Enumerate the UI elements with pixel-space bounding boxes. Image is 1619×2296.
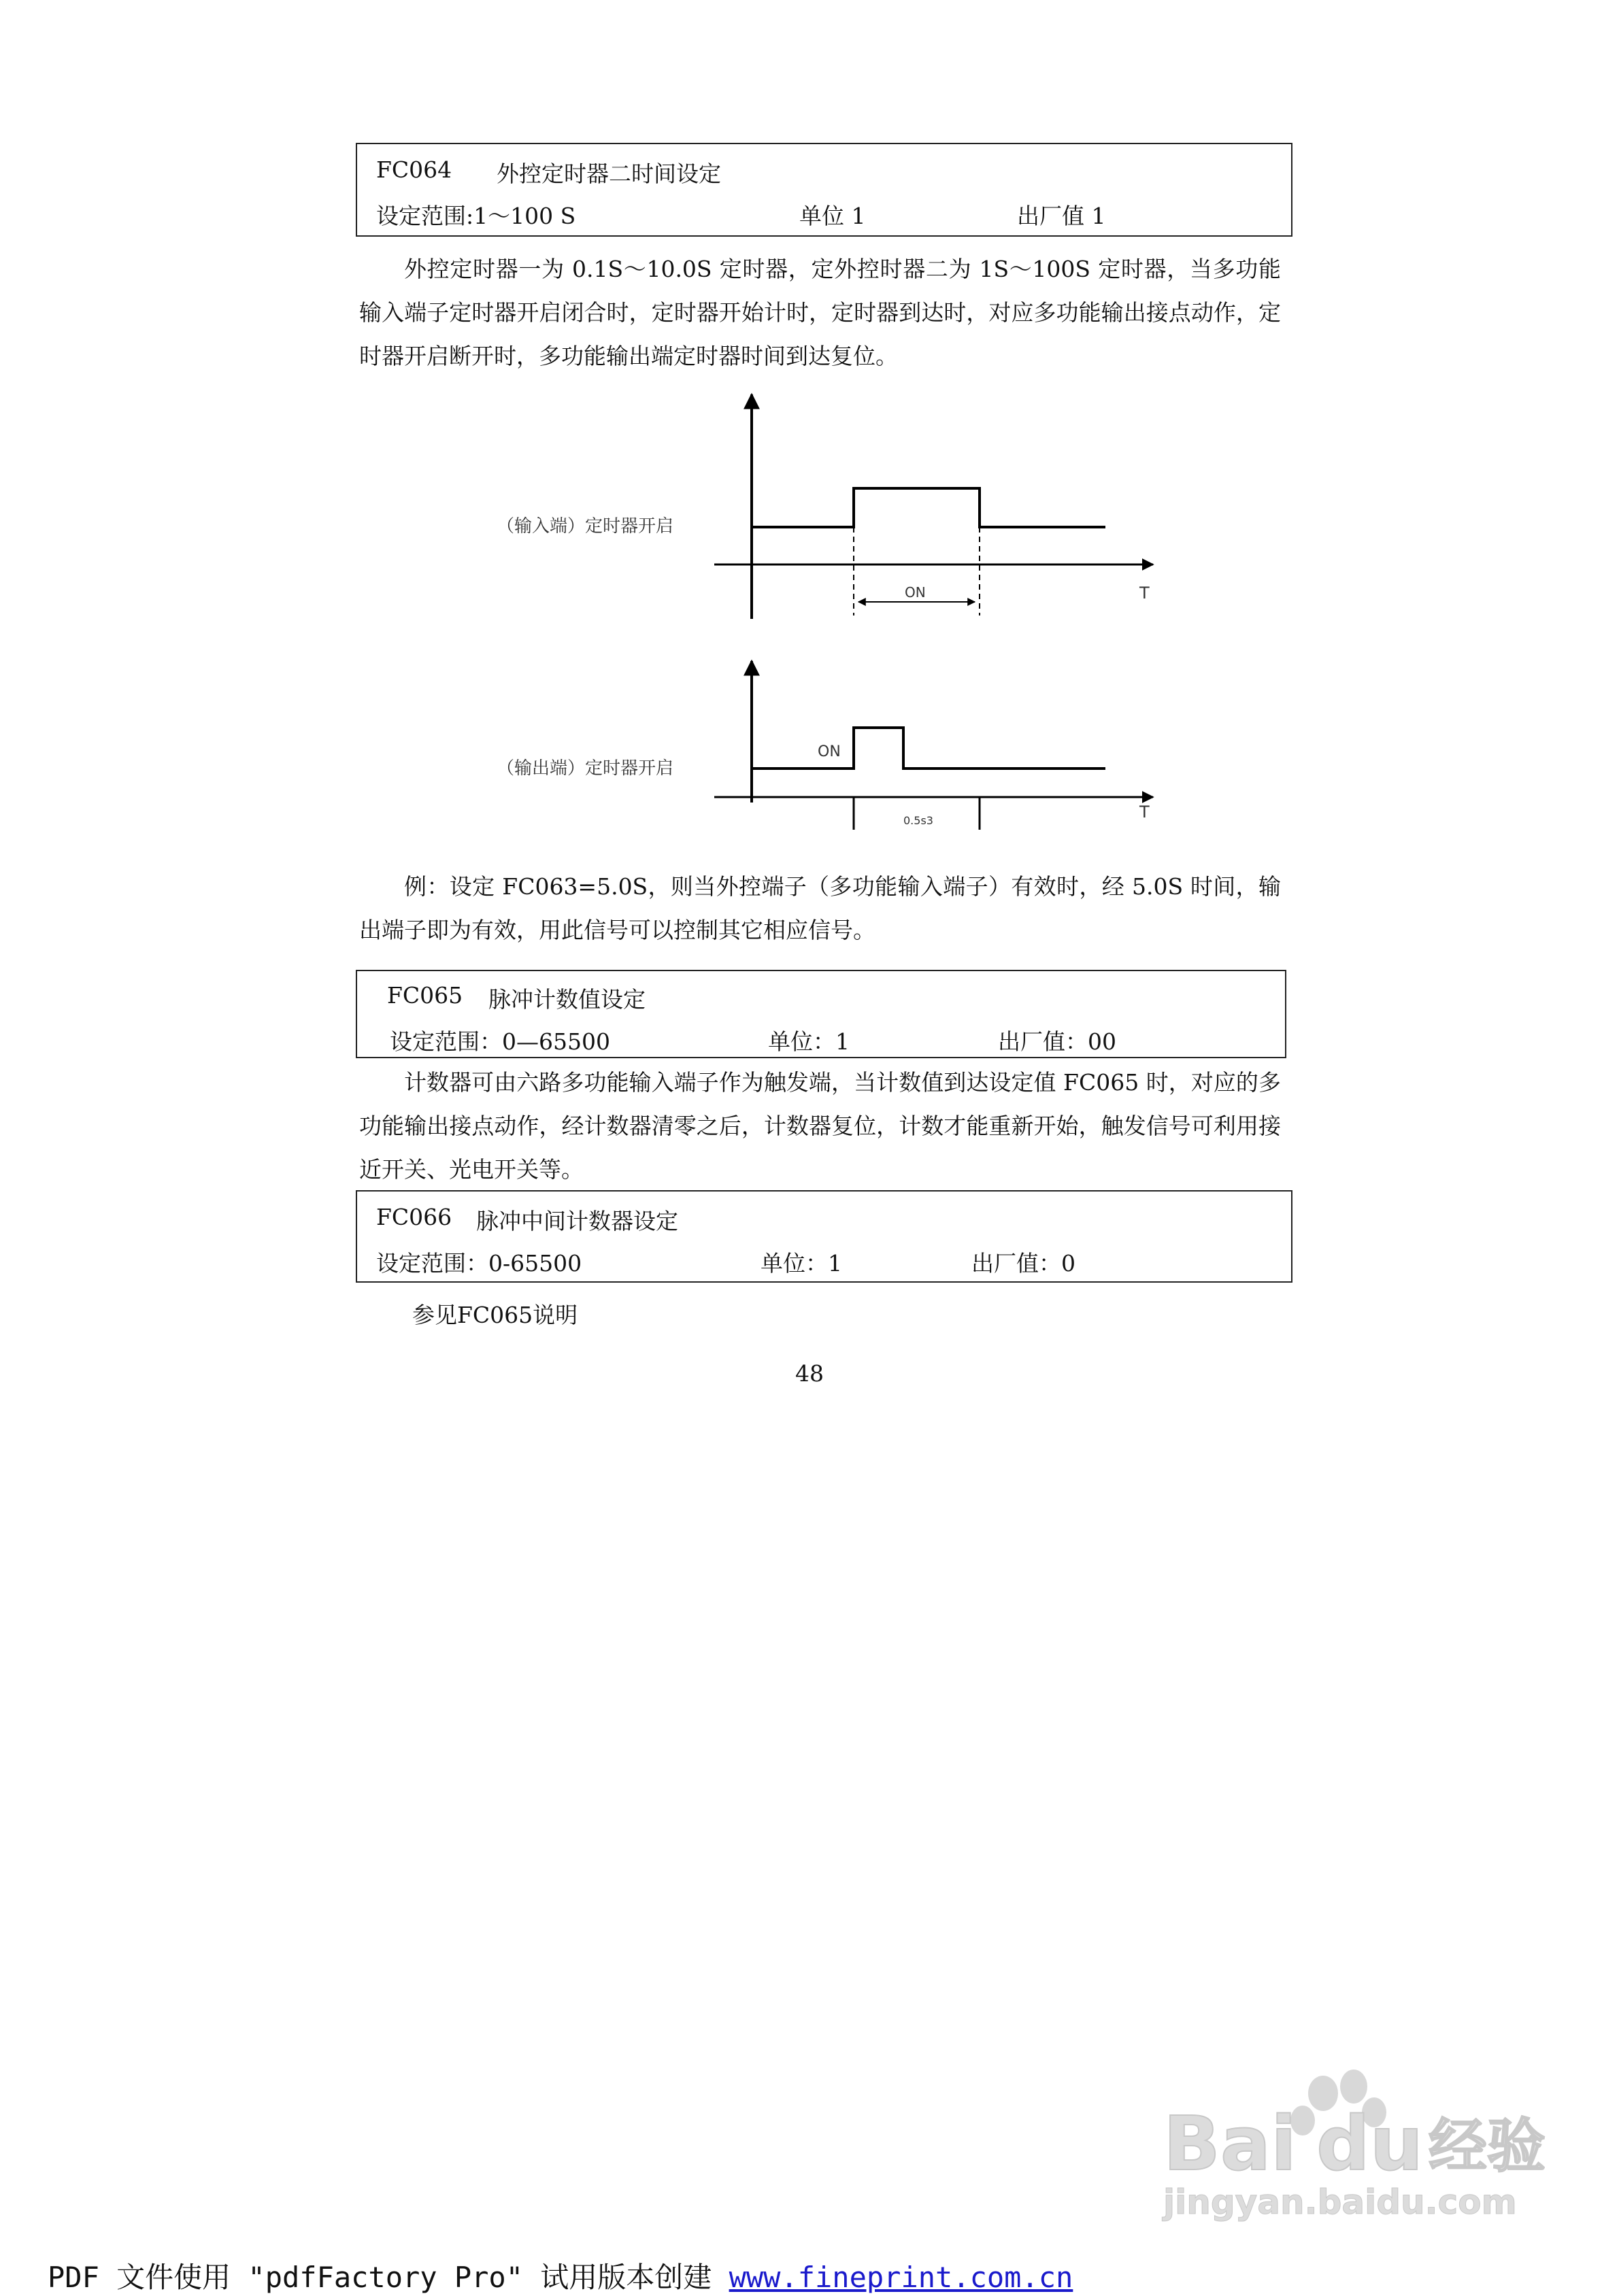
timer-description: 外控定时器一为 0.1S～10.0S 定时器，定外控时器二为 1S～100S 定时器，当多功能输入端子定时器开启闭合时，定时器开始计时，定时器到达时，对应多功能输出接点动作，定时器开启断开时，多功能输出端定时器时间到达复位。: [359, 256, 1281, 369]
param-code: FC064: [376, 156, 452, 183]
param-box-fc064: [356, 143, 1292, 237]
param-range: 设定范围：0-65500: [376, 1250, 582, 1277]
output-axis-label: T: [1139, 803, 1150, 822]
input-timing-plot: [497, 394, 1153, 619]
watermark-brand: Bai: [1163, 2100, 1297, 2187]
param-unit: 单位 1: [799, 203, 866, 229]
param-code: FC066: [376, 1204, 452, 1230]
param-box-fc065: [356, 970, 1286, 1058]
param-name: 外控定时器二时间设定: [497, 161, 721, 187]
timing-diagram: [442, 381, 1190, 857]
input-axis-label: T: [1139, 584, 1150, 603]
param-default: 出厂值：00: [998, 1028, 1116, 1055]
pdf-footer: [48, 2255, 1073, 2296]
footer-link[interactable]: www.fineprint.com.cn: [729, 2261, 1073, 2294]
page-number: 48: [795, 1360, 824, 1387]
example-paragraph: 例：设定 FC063=5.0S，则当外控端子（多功能输入端子）有效时，经 5.0S 时间，输出端子即为有效，用此信号可以控制其它相应信号。: [359, 873, 1281, 943]
output-timing-plot: [497, 661, 1153, 830]
output-small-label: 0.5s3: [903, 814, 933, 827]
baidu-jingyan-watermark: [1150, 2067, 1558, 2224]
footer-text: PDF 文件使用 "pdfFactory Pro" 试用版本创建: [48, 2261, 729, 2294]
param-name: 脉冲计数值设定: [488, 986, 646, 1013]
param-name: 脉冲中间计数器设定: [476, 1208, 678, 1234]
watermark-brand-du: du: [1316, 2100, 1424, 2187]
output-on-label: ON: [818, 743, 841, 760]
param-range: 设定范围:1～100 S: [376, 203, 576, 229]
see-reference: 参见FC065说明: [412, 1302, 578, 1328]
counter-description: 计数器可由六路多功能输入端子作为触发端，当计数值到达设定值 FC065 时，对应的多功能输出接点动作，经计数器清零之后，计数器复位，计数才能重新开始，触发信号可利用接近开关、光电开关等。: [359, 1069, 1281, 1183]
param-unit: 单位：1: [768, 1028, 850, 1055]
input-signal-label: （输入端）定时器开启: [497, 516, 674, 537]
param-range: 设定范围：0—65500: [390, 1028, 610, 1055]
param-box-fc066: [356, 1190, 1292, 1283]
input-on-label: ON: [905, 584, 926, 601]
param-unit: 单位：1: [761, 1250, 842, 1277]
watermark-brand-cn: 经验: [1429, 2112, 1546, 2180]
param-default: 出厂值：0: [971, 1250, 1075, 1277]
watermark-url: jingyan.baidu.com: [1163, 2182, 1517, 2222]
param-default: 出厂值 1: [1017, 203, 1106, 229]
param-code: FC065: [387, 982, 463, 1009]
output-signal-label: （输出端）定时器开启: [497, 758, 674, 779]
